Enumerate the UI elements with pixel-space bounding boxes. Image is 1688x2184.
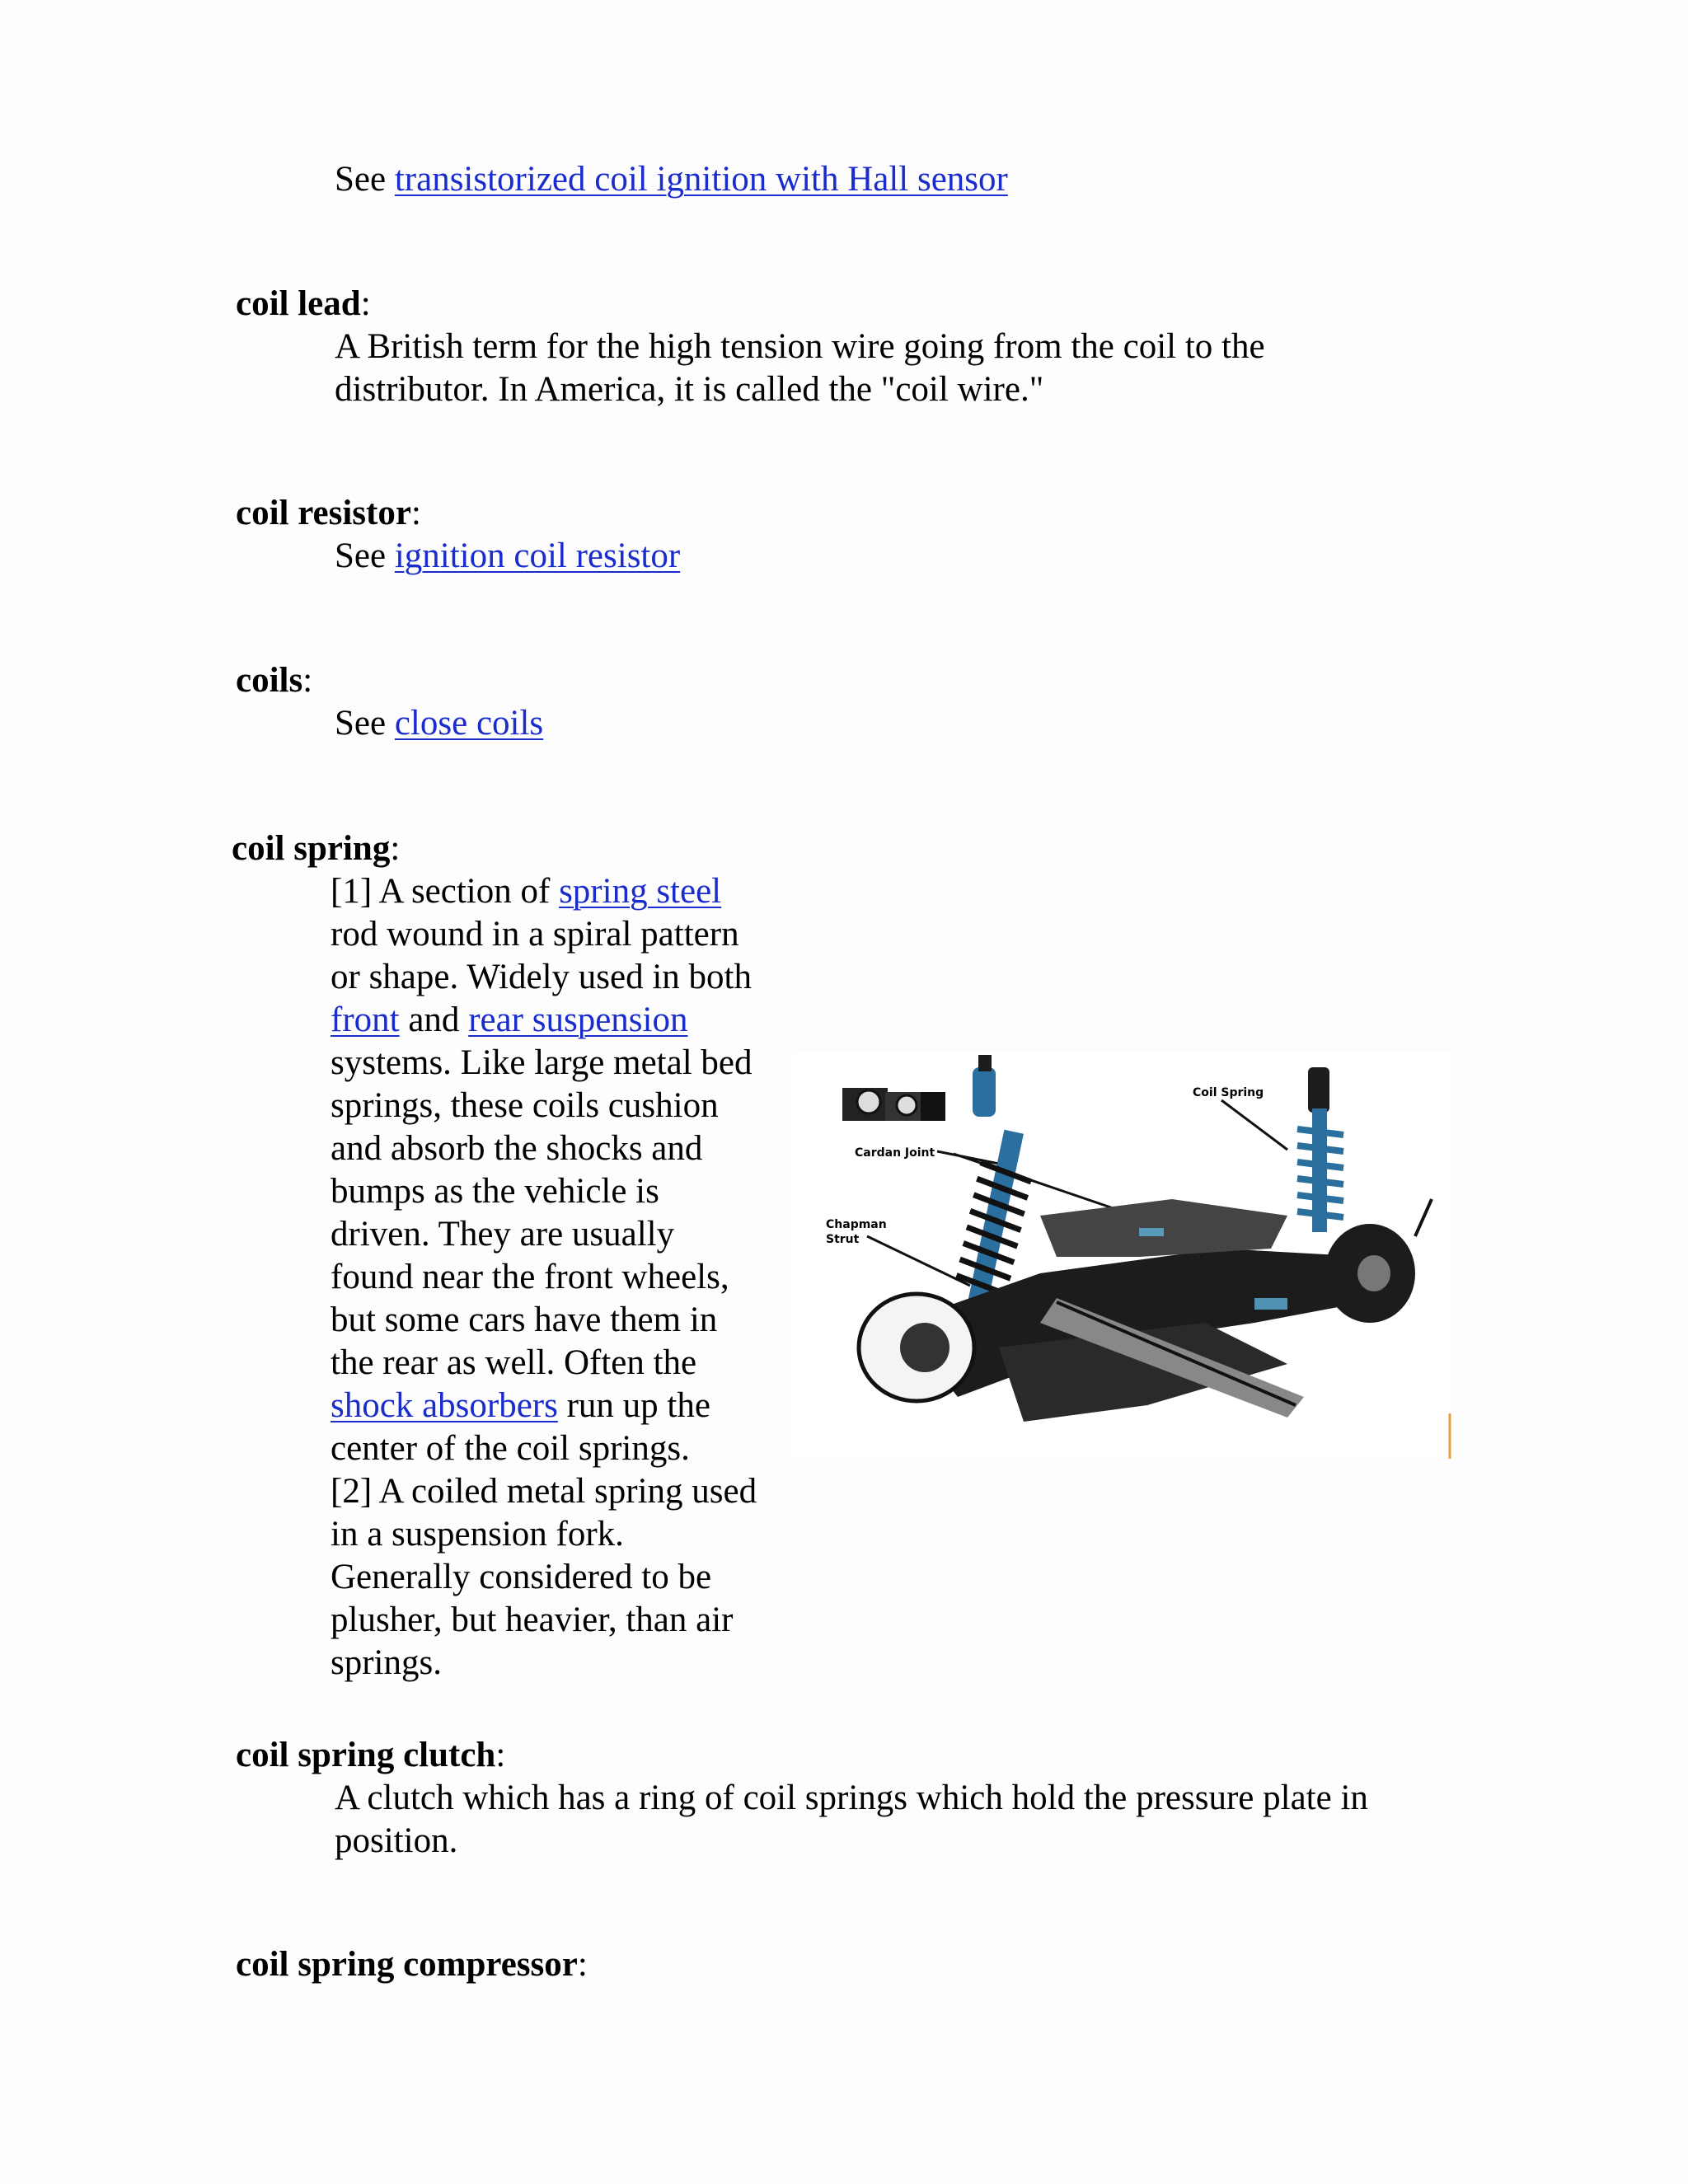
link-shock-absorbers[interactable]: shock absorbers bbox=[331, 1386, 558, 1425]
term-colon: : bbox=[360, 284, 371, 323]
term-colon: : bbox=[410, 494, 421, 532]
coil-spring-line-5: systems. Like large metal bed bbox=[331, 1043, 753, 1082]
coil-spring-line-12: the rear as well. Often the bbox=[331, 1343, 697, 1382]
suspension-illustration bbox=[793, 1051, 1452, 1459]
coils-see-line bbox=[335, 702, 543, 745]
link-transistorized-coil-ignition[interactable]: transistorized coil ignition with Hall sensor bbox=[394, 160, 1008, 199]
coil-spring-line-13 bbox=[331, 1385, 710, 1427]
coil-spring-clutch-def-line-1: A clutch which has a ring of coil springs which hold the pressure plate in bbox=[335, 1779, 1368, 1817]
coil-spring-line-2: rod wound in a spiral pattern bbox=[331, 915, 739, 954]
link-rear-suspension[interactable]: rear suspension bbox=[468, 1001, 688, 1039]
coil-spring-line-16: in a suspension fork. bbox=[331, 1515, 624, 1554]
left-wheel-hub bbox=[859, 1294, 974, 1401]
coil-spring-line-11: but some cars have them in bbox=[331, 1301, 718, 1339]
term-label: coil spring clutch bbox=[236, 1736, 496, 1774]
coil-spring-line-18: plusher, but heavier, than air bbox=[331, 1601, 734, 1639]
term-label: coil spring compressor bbox=[236, 1945, 578, 1984]
coil-spring-line-1 bbox=[331, 870, 721, 913]
coil-lead-def-line-2: distributor. In America, it is called the "coil wire." bbox=[335, 370, 1044, 409]
coil-spring-line-17: Generally considered to be bbox=[331, 1558, 712, 1596]
term-label: coils bbox=[236, 661, 303, 700]
coil-spring-clutch-def-line-2: position. bbox=[335, 1821, 458, 1860]
coil-spring-line-10: found near the front wheels, bbox=[331, 1258, 729, 1296]
hall-see-line bbox=[335, 158, 1008, 201]
label-cardan-joint: Cardan Joint bbox=[855, 1146, 935, 1160]
label-chapman-strut-2: Strut bbox=[826, 1233, 860, 1246]
term-coil-lead bbox=[236, 283, 371, 326]
coil-spring-line-15: [2] A coiled metal spring used bbox=[331, 1472, 757, 1511]
term-coil-spring-clutch bbox=[236, 1734, 505, 1777]
term-coils bbox=[236, 659, 312, 702]
suspension-drawing bbox=[793, 1051, 1452, 1459]
coil-spring-line-6: springs, these coils cushion bbox=[331, 1086, 719, 1125]
term-label: coil spring bbox=[232, 829, 391, 868]
term-colon: : bbox=[302, 661, 313, 700]
coil-resistor-see-line bbox=[335, 535, 680, 578]
coil-spring-line-7: and absorb the shocks and bbox=[331, 1129, 703, 1168]
coil-spring-line-8: bumps as the vehicle is bbox=[331, 1172, 659, 1211]
see-label: See bbox=[335, 160, 387, 199]
link-spring-steel[interactable]: spring steel bbox=[559, 872, 722, 911]
term-label: coil lead bbox=[236, 284, 361, 323]
link-close-coils[interactable]: close coils bbox=[394, 704, 544, 743]
coil-spring-line-19: springs. bbox=[331, 1643, 442, 1682]
term-colon: : bbox=[577, 1945, 588, 1984]
term-coil-spring-compressor bbox=[236, 1943, 588, 1986]
coil-spring-line-14: center of the coil springs. bbox=[331, 1429, 690, 1468]
coil-spring-line-3: or shape. Widely used in both bbox=[331, 958, 753, 996]
cardan-joint-icon bbox=[842, 1088, 945, 1121]
label-chapman-strut-1: Chapman bbox=[826, 1218, 887, 1231]
link-front-suspension[interactable]: front bbox=[331, 1001, 400, 1039]
term-coil-resistor bbox=[236, 492, 421, 535]
term-colon: : bbox=[390, 829, 401, 868]
text-run: run up the bbox=[557, 1386, 710, 1425]
term-label: coil resistor bbox=[236, 494, 411, 532]
text-run: [1] A section of bbox=[331, 872, 560, 911]
coil-lead-def-line-1: A British term for the high tension wire going from the coil to the bbox=[335, 327, 1265, 366]
see-label: See bbox=[335, 704, 387, 743]
text-run: and bbox=[399, 1001, 469, 1039]
see-label: See bbox=[335, 537, 387, 575]
label-coil-spring: Coil Spring bbox=[1193, 1086, 1264, 1099]
term-coil-spring bbox=[232, 827, 400, 870]
link-ignition-coil-resistor[interactable]: ignition coil resistor bbox=[394, 537, 681, 575]
coil-spring-line-4 bbox=[331, 999, 687, 1042]
term-colon: : bbox=[495, 1736, 506, 1774]
coil-spring-line-9: driven. They are usually bbox=[331, 1215, 675, 1254]
